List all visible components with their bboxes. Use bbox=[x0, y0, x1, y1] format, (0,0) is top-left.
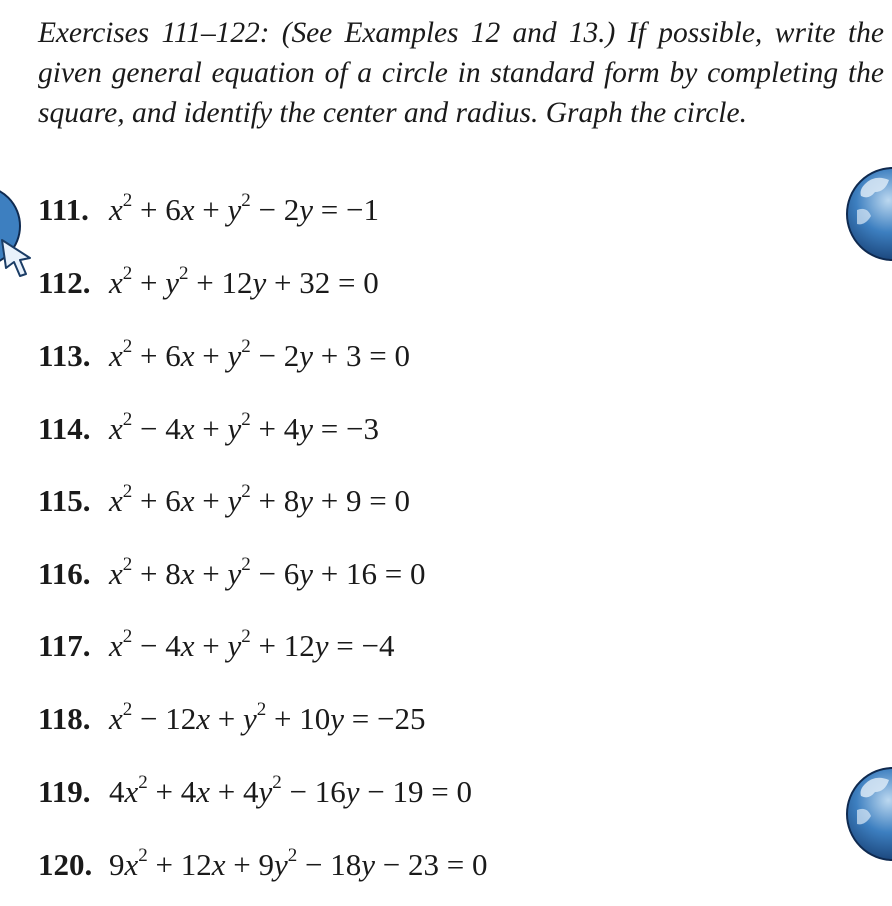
exercise-number: 113. bbox=[38, 338, 91, 373]
exercise-number: 115. bbox=[38, 483, 91, 518]
exercise-item bbox=[38, 772, 472, 812]
globe-icon[interactable] bbox=[845, 166, 892, 262]
exercise-item bbox=[38, 699, 425, 739]
exercise-number: 120. bbox=[38, 847, 93, 882]
exercise-item bbox=[38, 263, 379, 303]
exercise-item bbox=[38, 336, 410, 376]
globe-icon[interactable] bbox=[845, 766, 892, 862]
exercise-item bbox=[38, 409, 379, 449]
exercise-equation: $x^2 - 4x + y^2 + 4y = -3$ bbox=[109, 409, 379, 446]
exercise-number: 111. bbox=[38, 192, 89, 227]
exercise-equation: $x^2 + 6x + y^2 - 2y = -1$ bbox=[109, 190, 379, 227]
exercise-item bbox=[38, 845, 487, 885]
exercise-instructions bbox=[38, 13, 884, 133]
exercise-equation: $x^2 - 4x + y^2 + 12y = -4$ bbox=[109, 626, 395, 663]
exercise-item bbox=[38, 626, 394, 666]
hand-pointer-icon bbox=[0, 236, 36, 278]
exercise-equation: $x^2 + 8x + y^2 - 6y + 16 = 0$ bbox=[109, 554, 426, 591]
exercise-range-title: Exercises 111–122: (See Examples 12 and 13.) bbox=[38, 17, 616, 49]
exercise-equation: $x^2 - 12x + y^2 + 10y = -25$ bbox=[109, 699, 426, 736]
exercise-number: 118. bbox=[38, 701, 91, 736]
exercise-number: 114. bbox=[38, 411, 91, 446]
exercise-number: 116. bbox=[38, 556, 91, 591]
exercise-number: 117. bbox=[38, 628, 91, 663]
exercise-item bbox=[38, 554, 425, 594]
exercise-item bbox=[38, 190, 379, 230]
exercise-number: 119. bbox=[38, 774, 91, 809]
exercise-item bbox=[38, 481, 410, 521]
exercise-number: 112. bbox=[38, 265, 91, 300]
exercise-equation: $4x^2 + 4x + 4y^2 - 16y - 19 = 0$ bbox=[109, 772, 472, 809]
exercise-equation: $x^2 + y^2 + 12y + 32 = 0$ bbox=[109, 263, 379, 300]
exercise-equation: $x^2 + 6x + y^2 + 8y + 9 = 0$ bbox=[109, 481, 410, 518]
exercise-equation: $9x^2 + 12x + 9y^2 - 18y - 23 = 0$ bbox=[109, 845, 488, 882]
exercise-equation: $x^2 + 6x + y^2 - 2y + 3 = 0$ bbox=[109, 336, 410, 373]
exercise-instructions-body: If possible, write the given general equation of a circle in standard form by completing the square, and identify the center and radius. Graph the circle. bbox=[38, 17, 884, 129]
